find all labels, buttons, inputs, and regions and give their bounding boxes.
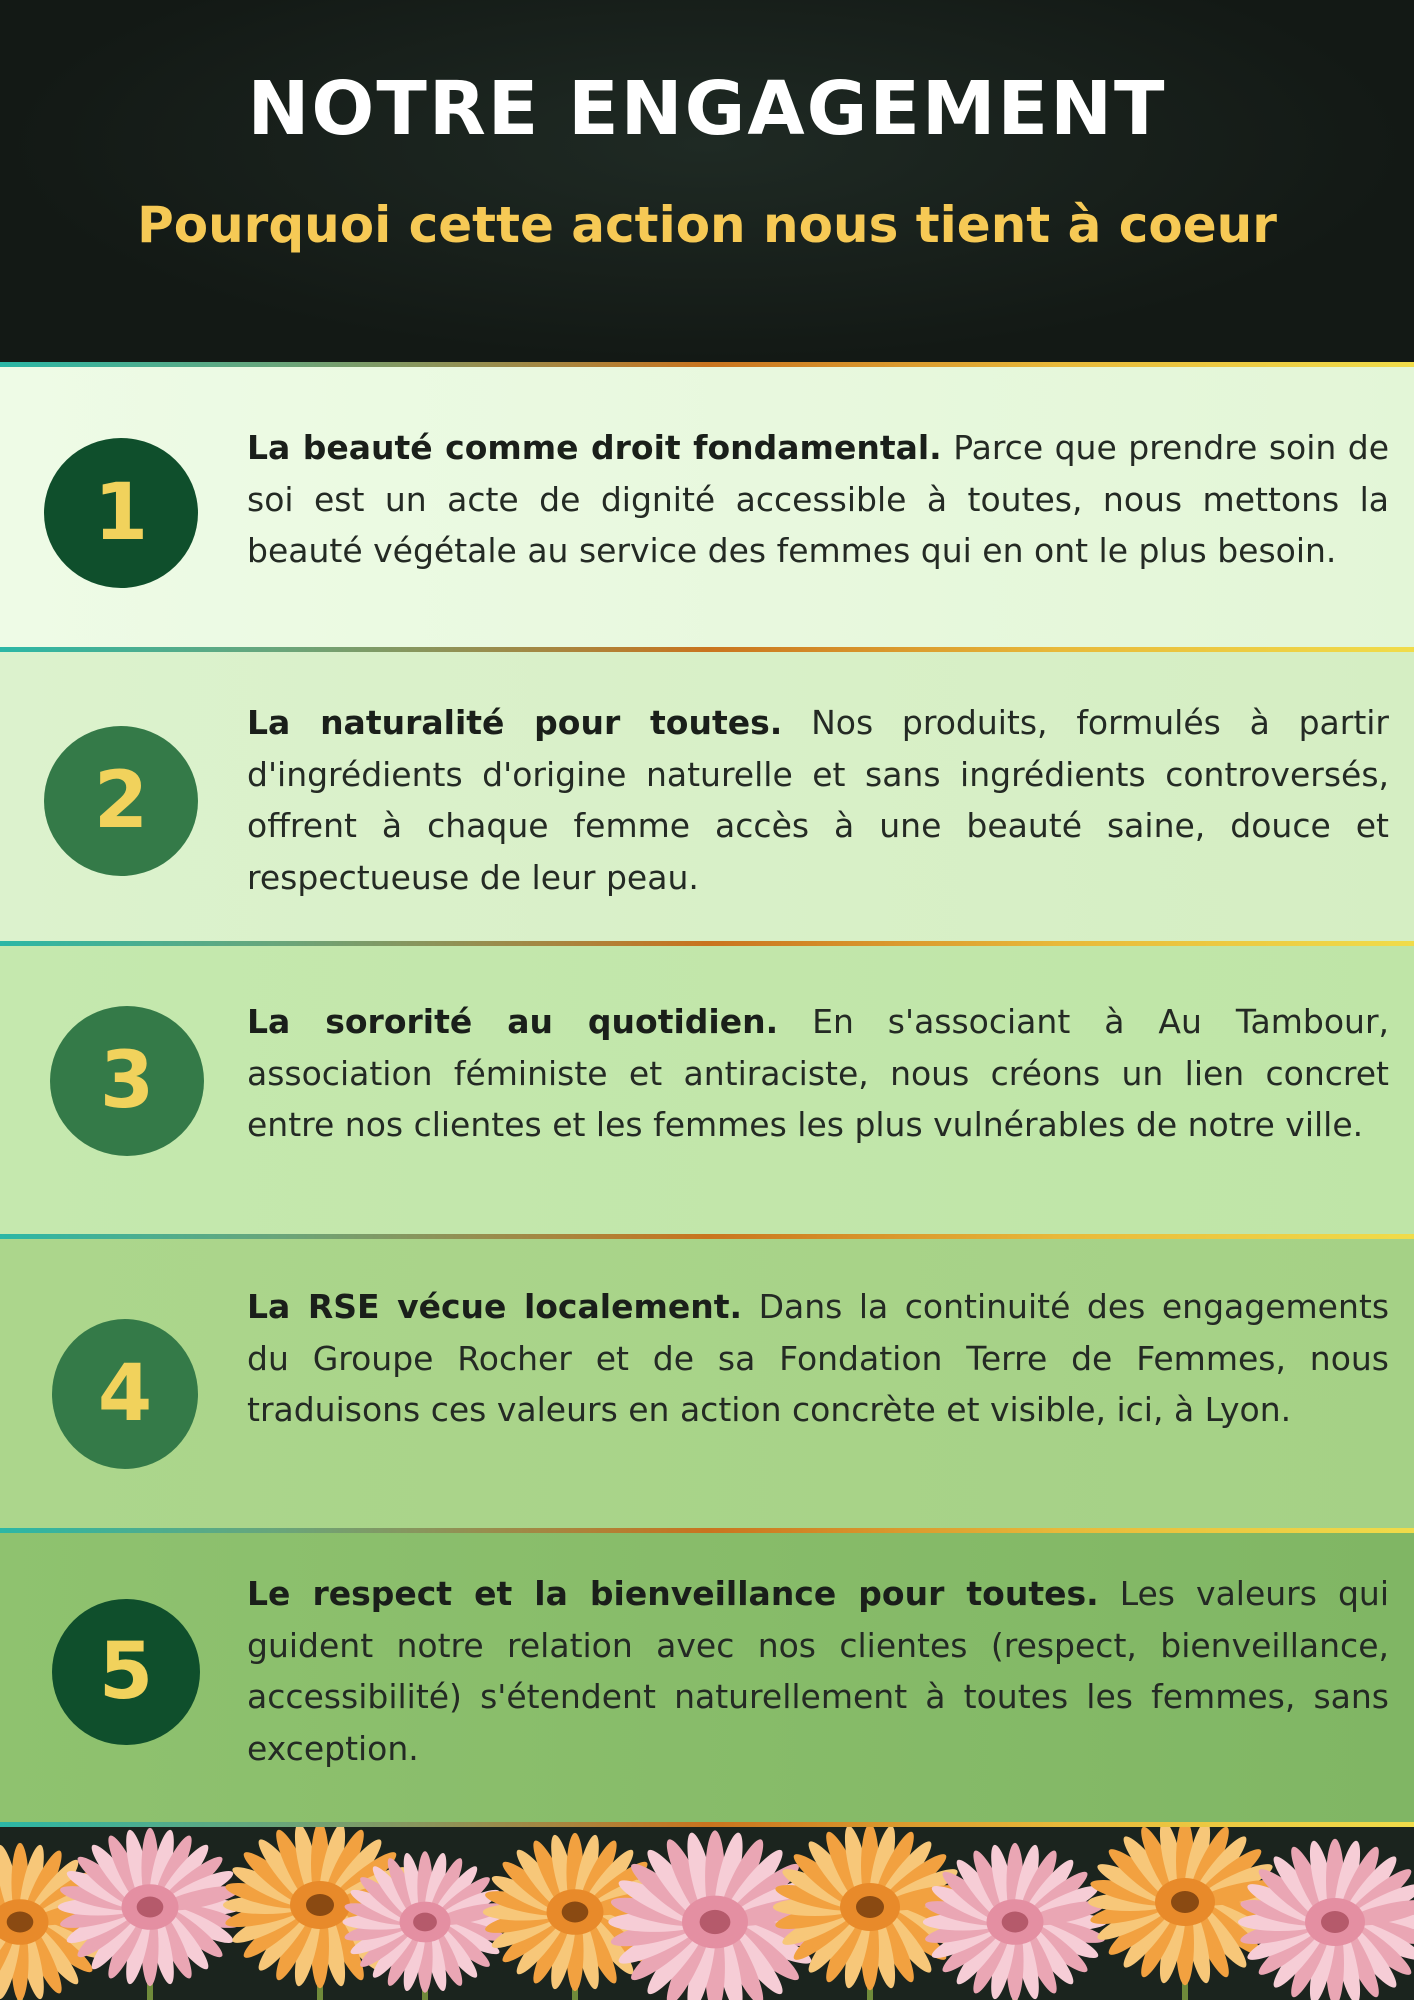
flower-border-image: [0, 1827, 1414, 2000]
page-subtitle: Pourquoi cette action nous tient à coeur: [137, 196, 1277, 254]
engagement-text: [247, 422, 1389, 577]
engagement-item-5: [0, 1533, 1414, 1822]
engagement-body: Dans la continuité des engagements du Groupe Rocher et de sa Fondation Terre de Femmes, nous traduisons ces valeurs en action concrète et visible, ici, à Lyon.: [247, 1287, 1390, 1429]
engagement-item-1: [0, 367, 1414, 647]
engagement-text: [247, 996, 1389, 1151]
number-badge: 2: [44, 726, 198, 876]
number-badge: 3: [50, 1006, 204, 1156]
flower-border: [0, 1827, 1414, 2000]
engagement-heading: La RSE vécue localement.: [247, 1287, 743, 1326]
engagement-item-4: [0, 1239, 1414, 1528]
engagement-heading: La naturalité pour toutes.: [247, 703, 783, 742]
engagement-item-3: [0, 946, 1414, 1234]
engagement-body: Les valeurs qui guident notre relation avec nos clientes (respect, bienveillance, accessibilité) s'étendent naturellement à toutes les femmes, sans exception.: [247, 1574, 1389, 1768]
engagement-text: [247, 1281, 1389, 1436]
engagement-body: Parce que prendre soin de soi est un acte de dignité accessible à toutes, nous mettons la beauté végétale au service des femmes qui en ont le plus besoin.: [247, 428, 1390, 570]
engagement-body: En s'associant à Au Tambour, association féministe et antiraciste, nous créons un lien concret entre nos clientes et les femmes les plus vulnérables de notre ville.: [247, 1002, 1389, 1144]
number-badge: 1: [44, 438, 198, 588]
engagement-text: [247, 1568, 1389, 1774]
header: [0, 0, 1414, 362]
engagement-body: Nos produits, formulés à partir d'ingrédients d'origine naturelle et sans ingrédients controversés, offrent à chaque femme accès à une beauté saine, douce et respectueuse de leur peau.: [247, 703, 1390, 897]
pink-flower: [923, 1843, 1107, 2000]
page-title: NOTRE ENGAGEMENT: [247, 66, 1167, 152]
number-badge: 5: [52, 1599, 200, 1745]
engagement-heading: Le respect et la bienveillance pour toutes.: [247, 1574, 1099, 1613]
engagement-heading: La beauté comme droit fondamental.: [247, 428, 942, 467]
engagement-item-2: [0, 652, 1414, 941]
number-badge: 4: [52, 1319, 198, 1469]
engagement-text: [247, 697, 1389, 903]
engagement-heading: La sororité au quotidien.: [247, 1002, 779, 1041]
pink-flower: [1238, 1839, 1414, 2000]
